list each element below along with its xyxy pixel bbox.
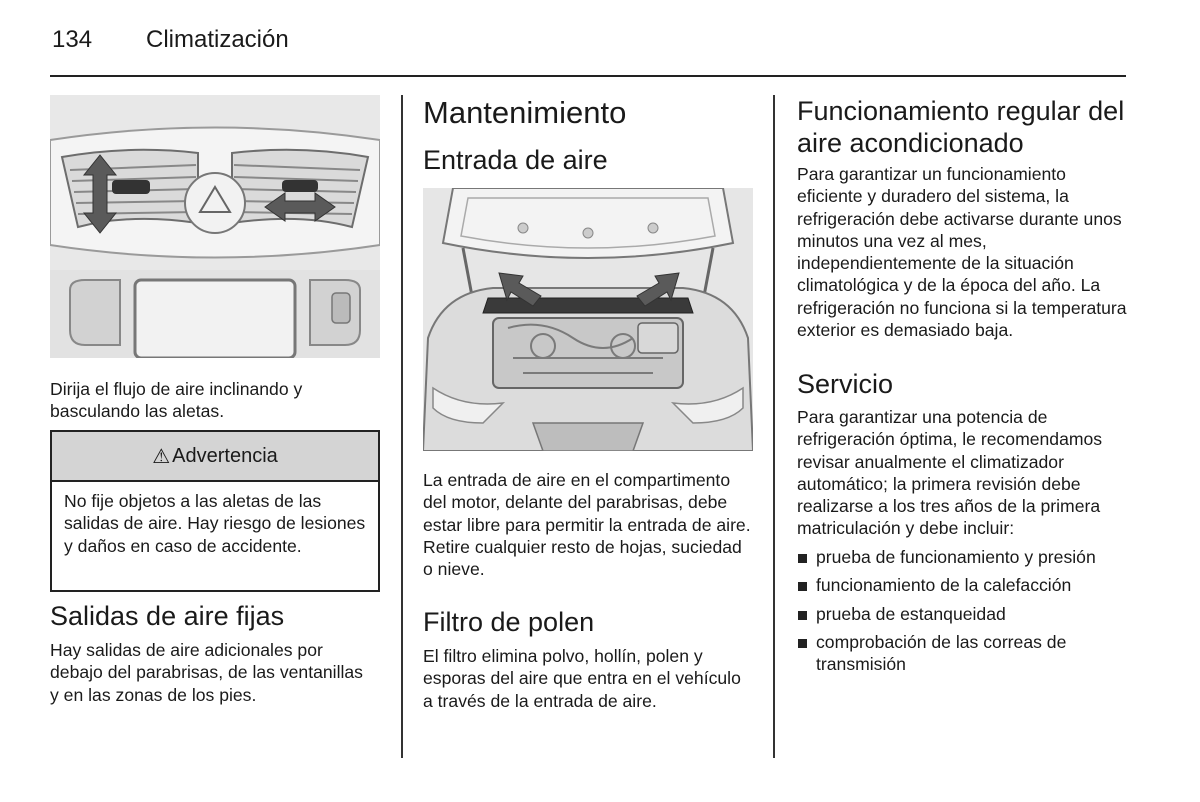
column-divider-2 xyxy=(773,95,775,758)
fixed-vents-heading: Salidas de aire fijas xyxy=(50,601,285,631)
fixed-vents-text: Hay salidas de aire adicionales por debajo del parabrisas, de las ventanillas y en las zonas de los pies. xyxy=(50,640,363,705)
regular-ac-heading: Funcionamiento regular del aire acondicionado xyxy=(797,96,1125,158)
pollen-filter-heading: Filtro de polen xyxy=(423,607,595,637)
chapter-title: Climatización xyxy=(146,26,289,53)
column-divider-1 xyxy=(401,95,403,758)
warning-box xyxy=(50,430,380,592)
list-item xyxy=(797,603,1117,625)
engine-bay-illustration xyxy=(423,188,753,451)
bullet-square-icon xyxy=(798,554,807,563)
engine-bay-drawing xyxy=(423,188,753,451)
vents-caption: Dirija el flujo de aire inclinando y basculando las aletas. xyxy=(50,379,303,422)
service-heading: Servicio xyxy=(797,369,894,399)
air-vents-illustration xyxy=(50,95,380,358)
list-item-text: prueba de estanqueidad xyxy=(816,603,1006,624)
list-item xyxy=(797,546,1117,568)
service-text: Para garantizar una potencia de refrigeración óptima, le recomendamos revisar anualmente el climatizador automático; la primera revisión debe realizarse a los tres años de la primera matriculación y debe incluir: xyxy=(797,407,1103,539)
page-number: 134 xyxy=(52,26,93,53)
service-checklist xyxy=(797,546,1117,681)
warning-header xyxy=(52,432,378,482)
bullet-square-icon xyxy=(798,582,807,591)
list-item-text: funcionamiento de la calefacción xyxy=(816,575,1072,596)
warning-triangle-icon: ⚠ xyxy=(152,445,171,468)
list-item-text: comprobación de las correas de transmisión xyxy=(816,631,1067,675)
warning-text: No fije objetos a las aletas de las salidas de aire. Hay riesgo de lesiones y daños en caso de accidente. xyxy=(64,491,366,556)
list-item-text: prueba de funcionamiento y presión xyxy=(816,547,1096,567)
header-rule xyxy=(50,75,1126,77)
list-item xyxy=(797,631,1117,676)
regular-ac-text: Para garantizar un funcionamiento eficiente y duradero del sistema, la refrigeración debe activarse durante unos minutos una vez al mes, independientemente de la situación climatológica y de la época del año. La refrigeración no funciona si la temperatura exterior es demasiado baja. xyxy=(797,164,1127,341)
list-item xyxy=(797,574,1117,596)
air-intake-text: La entrada de aire en el compartimento del motor, delante del parabrisas, debe estar libre para permitir la entrada de aire. Retire cualquier resto de hojas, suciedad o nieve. xyxy=(423,470,751,580)
warning-title: Advertencia xyxy=(172,444,278,467)
bullet-square-icon xyxy=(798,611,807,620)
maintenance-heading: Mantenimiento xyxy=(423,95,627,130)
air-vents-drawing xyxy=(50,95,380,358)
pollen-filter-text: El filtro elimina polvo, hollín, polen y esporas del aire que entra en el vehículo a través de la entrada de aire. xyxy=(423,646,741,711)
bullet-square-icon xyxy=(798,639,807,648)
air-intake-heading: Entrada de aire xyxy=(423,145,608,175)
